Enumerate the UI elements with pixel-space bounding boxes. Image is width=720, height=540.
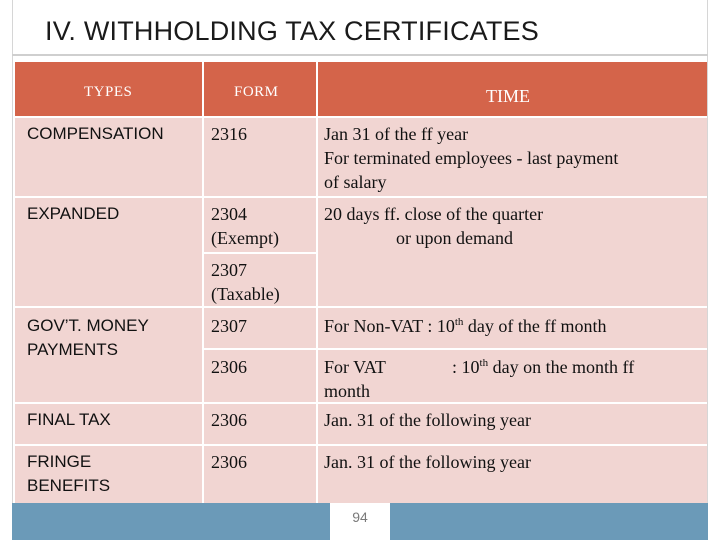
type-fringe-line-1: FRINGE (27, 452, 92, 471)
header-time (318, 62, 707, 116)
header-types (15, 62, 202, 116)
time-govt-vat-line-2: month (324, 381, 371, 401)
time-govt-vat-sup: th (479, 357, 489, 369)
time-govt-vat-pre: For VAT (324, 357, 386, 377)
form-expanded-taxable-note: (Taxable) (211, 284, 280, 304)
time-govt-nonvat-text (324, 314, 707, 338)
time-govt-nonvat (318, 308, 707, 348)
time-compensation (318, 118, 707, 196)
time-compensation-line-1: Jan 31 of the ff year (324, 124, 469, 144)
form-govt-vat (204, 350, 316, 402)
form-expanded-exempt-note: (Exempt) (211, 228, 279, 248)
time-govt-vat (318, 350, 707, 402)
type-compensation (15, 118, 202, 196)
page-number: 94 (330, 503, 390, 540)
header-form-label: FORM (234, 84, 279, 100)
form-expanded-taxable (204, 254, 316, 306)
title-divider (12, 54, 708, 56)
type-final-tax (15, 404, 202, 444)
form-expanded-taxable-code: 2307 (211, 260, 247, 280)
footer-bar (12, 503, 708, 540)
time-expanded-line-2: or upon demand (396, 228, 513, 248)
header-types-label: TYPES (84, 84, 133, 100)
header-time-label: TIME (486, 86, 530, 106)
form-expanded-exempt-code: 2304 (211, 204, 247, 224)
type-govt-line-2: PAYMENTS (27, 340, 118, 359)
type-expanded-label: EXPANDED (27, 204, 120, 223)
header-form (204, 62, 316, 116)
form-final-tax (204, 404, 316, 444)
form-compensation (204, 118, 316, 196)
time-compensation-line-3: of salary (324, 172, 387, 192)
time-fringe-text: Jan. 31 of the following year (324, 452, 531, 472)
form-expanded-exempt (204, 198, 316, 252)
time-govt-vat-post: day on the month ff (488, 357, 635, 377)
time-govt-nonvat-post: day of the ff month (463, 316, 607, 336)
type-compensation-label: COMPENSATION (27, 124, 164, 143)
type-govt-money-payments (15, 308, 202, 402)
type-fringe-benefits (15, 446, 202, 503)
form-fringe-benefits (204, 446, 316, 503)
form-govt-nonvat-code: 2307 (211, 316, 247, 336)
form-govt-nonvat (204, 308, 316, 348)
time-govt-vat-mid: : 10 (452, 357, 480, 377)
time-expanded (318, 198, 707, 306)
type-final-tax-label: FINAL TAX (27, 410, 111, 429)
time-final-tax-text: Jan. 31 of the following year (324, 410, 531, 430)
time-govt-nonvat-sup: th (454, 316, 464, 328)
type-govt-line-1: GOV’T. MONEY (27, 316, 149, 335)
time-expanded-line-1: 20 days ff. close of the quarter (324, 204, 544, 224)
time-govt-vat-line-1 (324, 355, 707, 379)
form-compensation-label: 2316 (211, 124, 247, 144)
time-fringe-benefits (318, 446, 707, 503)
type-fringe-line-2: BENEFITS (27, 476, 111, 495)
form-govt-vat-code: 2306 (211, 357, 247, 377)
time-govt-nonvat-pre: For Non-VAT : 10 (324, 316, 455, 336)
page-title: IV. WITHHOLDING TAX CERTIFICATES (45, 16, 539, 46)
form-fringe-code: 2306 (211, 452, 247, 472)
form-final-tax-code: 2306 (211, 410, 247, 430)
time-compensation-line-2: For terminated employees - last payment (324, 148, 619, 168)
time-final-tax (318, 404, 707, 444)
type-expanded (15, 198, 202, 306)
